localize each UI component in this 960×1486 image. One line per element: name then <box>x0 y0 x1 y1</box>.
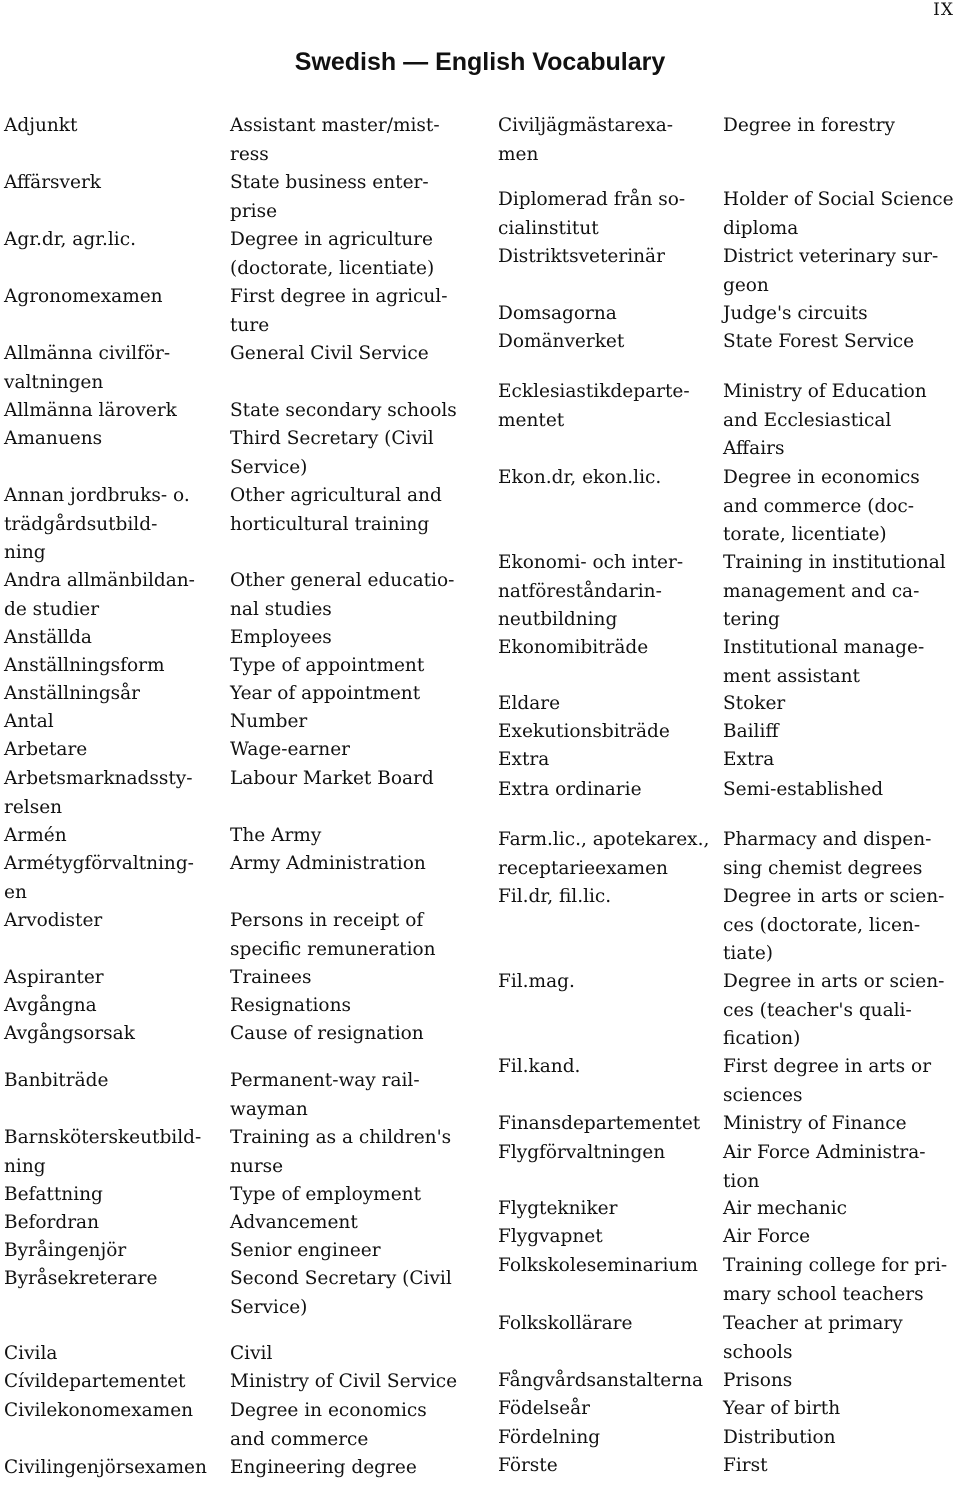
swedish-term: Banbiträde <box>4 1070 109 1091</box>
english-translation: District veterinary sur- geon <box>723 246 939 296</box>
swedish-term: Byråsekreterare <box>4 1268 158 1289</box>
swedish-term: Avgångna <box>4 995 97 1016</box>
english-translation: Advancement <box>230 1212 358 1233</box>
english-translation: Other general educatio- nal studies <box>230 570 455 620</box>
english-translation: First degree in agricul- ture <box>230 286 448 336</box>
swedish-term: Ekon.dr, ekon.lic. <box>498 467 662 488</box>
swedish-term: Ekonomibiträde <box>498 637 649 658</box>
english-translation: Prisons <box>723 1370 793 1391</box>
page-number: IX <box>933 0 954 20</box>
swedish-term: Civila <box>4 1343 58 1364</box>
english-translation: Air Force <box>723 1226 811 1247</box>
english-translation: First <box>723 1455 768 1476</box>
english-translation: Second Secretary (Civil Service) <box>230 1268 452 1318</box>
swedish-term: Eldare <box>498 693 561 714</box>
english-translation: Distribution <box>723 1427 836 1448</box>
english-translation: The Army <box>230 825 322 846</box>
english-translation: Third Secretary (Civil Service) <box>230 428 434 478</box>
english-translation: Degree in arts or scien- ces (teacher's quali- fication) <box>723 971 945 1049</box>
english-translation: Type of appointment <box>230 655 425 676</box>
swedish-term: Ekonomi- och inter- natföreståndarin- neutbildning <box>498 552 684 630</box>
swedish-term: Fil.kand. <box>498 1056 581 1077</box>
english-translation: Pharmacy and dispen- sing chemist degrees <box>723 829 932 879</box>
swedish-term: Cívildepartementet <box>4 1371 186 1392</box>
swedish-term: Armén <box>4 825 67 846</box>
english-translation: Holder of Social Science diploma <box>723 189 954 239</box>
english-translation: Ministry of Civil Service <box>230 1371 458 1392</box>
english-translation: Judge's circuits <box>723 303 868 324</box>
english-translation: State Forest Service <box>723 331 915 352</box>
english-translation: Teacher at primary schools <box>723 1313 903 1363</box>
english-translation: Labour Market Board <box>230 768 434 789</box>
swedish-term: Agronomexamen <box>4 286 163 307</box>
swedish-term: Civiljägmästarexa- men <box>498 115 674 165</box>
english-translation: Stoker <box>723 693 786 714</box>
swedish-term: Farm.lic., apotekarex., receptarieexamen <box>498 829 710 879</box>
english-translation: Air Force Administra- tion <box>723 1142 926 1192</box>
swedish-term: Allmänna civilför- valtningen <box>4 343 171 393</box>
english-translation: Cause of resignation <box>230 1023 424 1044</box>
english-translation: Year of birth <box>723 1398 841 1419</box>
swedish-term: Extra ordinarie <box>498 779 642 800</box>
english-translation: First degree in arts or sciences <box>723 1056 932 1106</box>
swedish-term: Agr.dr, agr.lic. <box>4 229 136 250</box>
swedish-term: Civilekonomexamen <box>4 1400 194 1421</box>
english-translation: Semi-established <box>723 779 884 800</box>
swedish-term: Anställningsform <box>4 655 165 676</box>
swedish-term: Annan jordbruks- o. trädgårdsutbild- ning <box>4 485 190 563</box>
english-translation: Number <box>230 711 308 732</box>
swedish-term: Amanuens <box>4 428 103 449</box>
swedish-term: Anställningsår <box>4 683 141 704</box>
english-translation: Engineering degree <box>230 1457 417 1478</box>
swedish-term: Allmänna läroverk <box>4 400 177 421</box>
english-translation: Resignations <box>230 995 351 1016</box>
english-translation: General Civil Service <box>230 343 429 364</box>
english-translation: Employees <box>230 627 332 648</box>
english-translation: Degree in forestry <box>723 115 895 136</box>
swedish-term: Antal <box>4 711 54 732</box>
swedish-term: Civilingenjörsexamen <box>4 1457 207 1478</box>
swedish-term: Förste <box>498 1455 558 1476</box>
swedish-term: Byråingenjör <box>4 1240 127 1261</box>
english-translation: Extra <box>723 749 775 770</box>
english-translation: Degree in arts or scien- ces (doctorate, licen- tiate) <box>723 886 945 964</box>
swedish-term: Anställda <box>4 627 92 648</box>
english-translation: Ministry of Education and Ecclesiastical Affairs <box>723 381 927 459</box>
english-translation: Air mechanic <box>723 1198 847 1219</box>
swedish-term: Diplomerad från so- cialinstitut <box>498 189 686 239</box>
page-title: Swedish — English Vocabulary <box>294 48 666 76</box>
swedish-term: Barnsköterskeutbild- ning <box>4 1127 202 1177</box>
swedish-term: Fil.dr, fil.lic. <box>498 886 612 907</box>
swedish-term: Exekutionsbiträde <box>498 721 670 742</box>
english-translation: Assistant master/mist- ress <box>230 115 440 165</box>
swedish-term: Flygvapnet <box>498 1226 603 1247</box>
english-translation: Trainees <box>230 967 312 988</box>
swedish-term: Fil.mag. <box>498 971 575 992</box>
english-translation: Bailiff <box>723 721 779 742</box>
english-translation: Training in institutional management and ca- tering <box>723 552 946 630</box>
swedish-term: Arbetsmarknadssty- relsen <box>4 768 193 818</box>
english-translation: Year of appointment <box>230 683 421 704</box>
swedish-term: Arbetare <box>4 739 88 760</box>
swedish-term: Flygförvaltningen <box>498 1142 666 1163</box>
english-translation: Degree in economics and commerce (doc- torate, licentiate) <box>723 467 920 545</box>
english-translation: Ministry of Finance <box>723 1113 907 1134</box>
english-translation: Permanent-way rail- wayman <box>230 1070 420 1120</box>
swedish-term: Avgångsorsak <box>4 1023 135 1044</box>
swedish-term: Befattning <box>4 1184 103 1205</box>
english-translation: Degree in economics and commerce <box>230 1400 427 1450</box>
swedish-term: Aspiranter <box>4 967 104 988</box>
english-translation: Army Administration <box>230 853 426 874</box>
swedish-term: Folkskollärare <box>498 1313 633 1334</box>
english-translation: Senior engineer <box>230 1240 381 1261</box>
english-translation: Persons in receipt of specific remuneration <box>230 910 436 960</box>
swedish-term: Domänverket <box>498 331 625 352</box>
english-translation: Type of employment <box>230 1184 422 1205</box>
swedish-term: Distriktsveterinär <box>498 246 665 267</box>
swedish-term: Fördelning <box>498 1427 601 1448</box>
english-translation: Wage-earner <box>230 739 351 760</box>
swedish-term: Adjunkt <box>4 115 78 136</box>
swedish-term: Ecklesiastikdeparte- mentet <box>498 381 690 431</box>
swedish-term: Andra allmänbildan- de studier <box>4 570 195 620</box>
swedish-term: Arvodister <box>4 910 103 931</box>
english-translation: Civil <box>230 1343 273 1364</box>
swedish-term: Armétygförvaltning- en <box>4 853 194 903</box>
english-translation: Institutional manage- ment assistant <box>723 637 925 687</box>
swedish-term: Folkskoleseminarium <box>498 1255 698 1276</box>
swedish-term: Födelseår <box>498 1398 590 1419</box>
swedish-term: Finansdepartementet <box>498 1113 701 1134</box>
swedish-term: Flygtekniker <box>498 1198 618 1219</box>
swedish-term: Domsagorna <box>498 303 617 324</box>
english-translation: State secondary schools <box>230 400 457 421</box>
english-translation: State business enter- prise <box>230 172 429 222</box>
english-translation: Degree in agriculture (doctorate, licentiate) <box>230 229 435 279</box>
swedish-term: Befordran <box>4 1212 100 1233</box>
english-translation: Training college for pri- mary school teachers <box>723 1255 948 1305</box>
english-translation: Training as a children's nurse <box>230 1127 452 1177</box>
swedish-term: Fångvårdsanstalterna <box>498 1370 704 1391</box>
swedish-term: Extra <box>498 749 550 770</box>
english-translation: Other agricultural and horticultural training <box>230 485 442 535</box>
swedish-term: Affärsverk <box>4 172 101 193</box>
